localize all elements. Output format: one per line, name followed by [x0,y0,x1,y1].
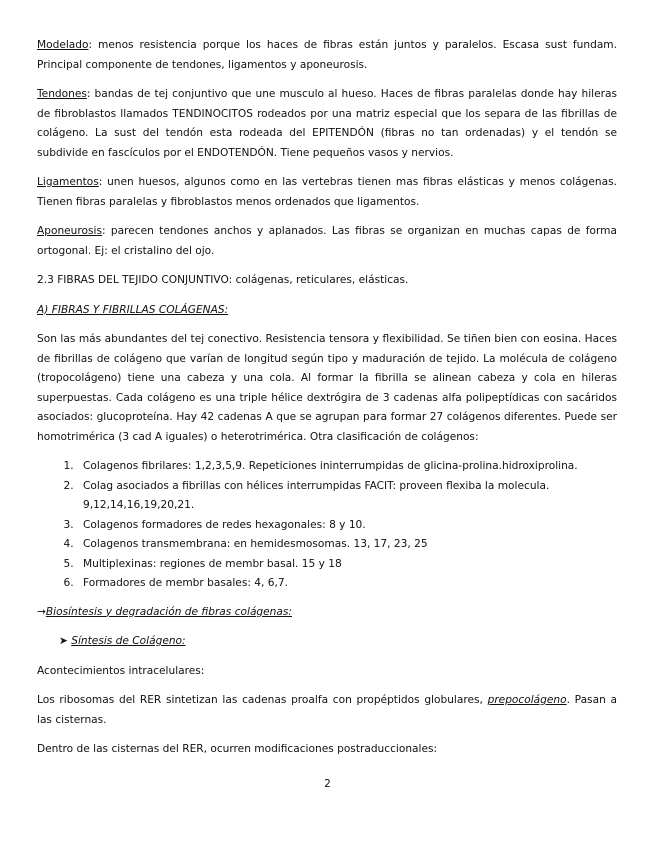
paragraph-dentro: Dentro de las cisternas del RER, ocurren modificaciones postraduccionales: [37,743,438,755]
term-prepocolageno: prepocolágeno [487,694,567,706]
ribosomas-text-end: . Pasan a las cisternas. [37,694,617,726]
list-item-text: Multiplexinas: regiones de membr basal. 15 y 18 [83,557,342,570]
list-item [77,516,617,536]
biosintesis-heading [37,603,617,623]
text-tendones: : bandas de tej conjuntivo que une musculo al hueso. Haces de fibras paralelas donde hay hileras de fibroblastos llamados TENDINOCITOS rodeados por una matriz especial que los separa de las fibrillas de colágeno. La sust del tendón esta rodeada del EPITENDÓN (fibras no tan ordenadas) y el tendón se subdivide en fascículos por el ENDOTENDÓN. Tiene pequeños vasos y nervios. [37,88,617,159]
list-item [77,535,617,555]
paragraph-modelado [37,36,617,75]
ribosomas-text: Los ribosomas del RER sintetizan las cadenas proalfa con propéptidos globulares, [37,694,488,706]
term-modelado: Modelado [37,39,89,51]
paragraph-ribosomas [37,691,617,730]
arrowhead-bullet-icon: ➤ [59,635,68,647]
document-page [37,36,617,770]
list-item [77,574,617,594]
page-number: 2 [324,778,331,790]
list-item-continuation: 9,12,14,16,19,20,21. [83,499,195,511]
text-aponeurosis: : parecen tendones anchos y aplanados. Las fibras se organizan en muchas capas de forma ortogonal. Ej: el cristalino del ojo. [37,225,617,257]
section-heading: 2.3 FIBRAS DEL TEJIDO CONJUNTIVO: colágenas, reticulares, elásticas. [37,274,409,286]
list-item-text: Colagenos fibrilares: 1,2,3,5,9. Repeticiones ininterrumpidas de glicina-prolina.hidroxiprolina. [83,460,578,472]
list-item [77,457,617,477]
list-item [77,477,617,516]
sintesis-heading-text: Síntesis de Colágeno: [71,635,186,647]
subsection-heading: A) FIBRAS Y FIBRILLAS COLÁGENAS: [37,303,229,316]
term-ligamentos: Ligamentos [37,176,99,188]
text-modelado: : menos resistencia porque los haces de fibras están juntos y paralelos. Escasa sust fundam. Principal componente de tendones, ligamentos y aponeurosis. [37,39,617,71]
list-item-text: Colagenos formadores de redes hexagonales: 8 y 10. [83,518,366,531]
list-item-text: Formadores de membr basales: 4, 6,7. [83,577,288,589]
arrow-right-icon: → [37,605,46,618]
term-tendones: Tendones [37,88,87,100]
list-item-text: Colag asociados a fibrillas con hélices interrumpidas FACIT: proveen flexiba la molecula. [83,479,550,492]
text-ligamentos: : unen huesos, algunos como en las vertebras tienen mas fibras elásticas y menos colágenas. Tienen fibras paralelas y fibroblastos menos ordenados que ligamentos. [37,176,617,208]
paragraph-ligamentos [37,173,617,212]
paragraph-aponeurosis [37,222,617,261]
sintesis-heading [59,632,617,652]
paragraph-tendones [37,85,617,163]
collagen-types-list [37,457,617,594]
term-aponeurosis: Aponeurosis [37,225,102,237]
paragraph-colagenas: Son las más abundantes del tej conectivo. Resistencia tensora y flexibilidad. Se tiñen bien con eosina. Haces de fibrillas de colágeno que varían de longitud según tipo y maduración de tejido. La molécula de colágeno (tropocolágeno) tiene una cabeza y una cola. Al formar la fibrilla se alinean cabeza y cola en hileras superpuestas. Cada colágeno es una triple hélice dextrógira de 3 cadenas alfa polipeptídicas con sacáridos asociados: glucoproteína. Hay 42 cadenas A que se agrupan para formar 27 colágenos diferentes. Puede ser homotrimérica (3 cad A iguales) o heterotrimérica. Otra clasificación de colágenos: [37,333,617,443]
list-item-text: Colagenos transmembrana: en hemidesmosomas. 13, 17, 23, 25 [83,538,428,550]
paragraph-intracelulares: Acontecimientos intracelulares: [37,664,205,677]
biosintesis-heading-text: Biosíntesis y degradación de fibras colágenas: [45,605,292,618]
list-item [77,555,617,575]
